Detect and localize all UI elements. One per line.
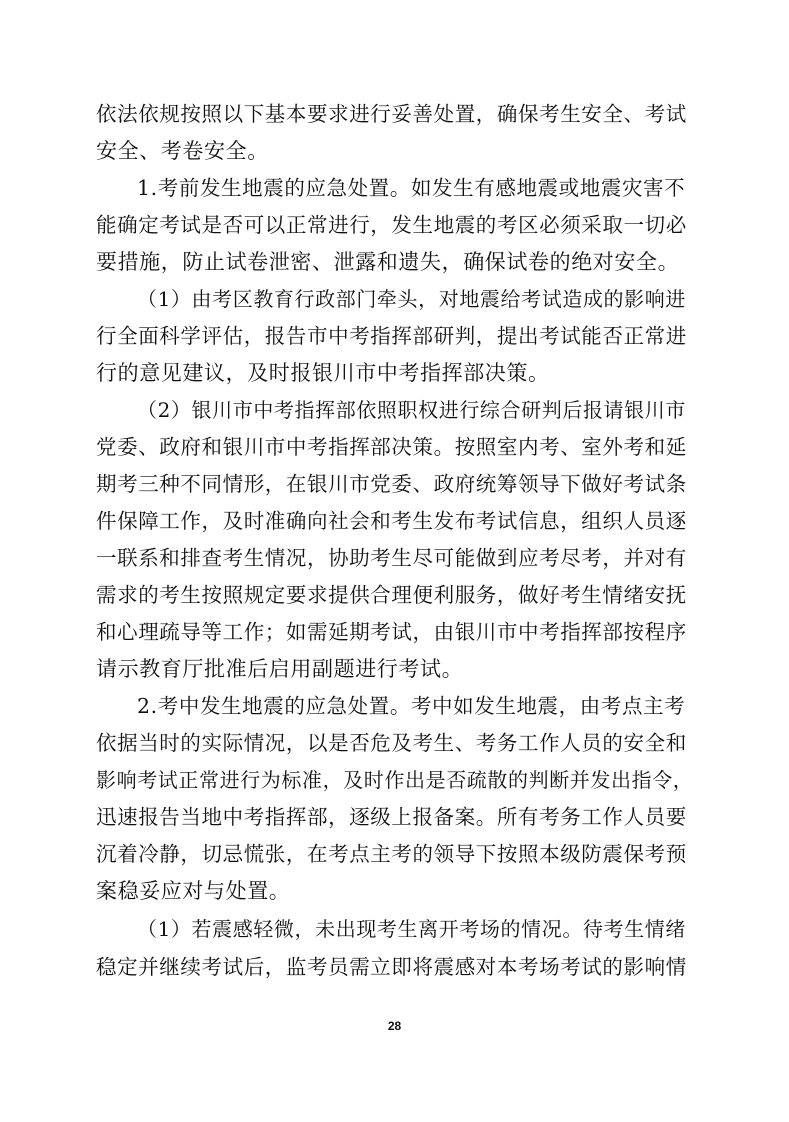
- text-line: 迅速报告当地中考指挥部，逐级上报备案。所有考务工作人员要: [96, 805, 687, 829]
- text-line: 一联系和排查考生情况，协助考生尽可能做到应考尽考，并对有: [96, 546, 687, 570]
- text-line: 要措施，防止试卷泄密、泄露和遗失，确保试卷的绝对安全。: [96, 250, 680, 274]
- text-line: 行的意见建议，及时报银川市中考指挥部决策。: [96, 361, 550, 385]
- text-line: 1.考前发生地震的应急处置。如发生有感地震或地震灾害不: [137, 176, 686, 200]
- text-line: 影响考试正常进行为标准，及时作出是否疏散的判断并发出指令，: [96, 768, 694, 792]
- text-line: 依据当时的实际情况，以是否危及考生、考务工作人员的安全和: [96, 731, 687, 755]
- text-line: 沉着冷静，切忌慌张，在考点主考的领导下按照本级防震保考预: [96, 842, 687, 866]
- text-line: 行全面科学评估，报告市中考指挥部研判，提出考试能否正常进: [96, 324, 687, 348]
- text-line: （1）若震感轻微，未出现考生离开考场的情况。待考生情绪: [137, 917, 686, 941]
- text-line: 期考三种不同情形，在银川市党委、政府统筹领导下做好考试条: [96, 472, 687, 496]
- text-line: 党委、政府和银川市中考指挥部决策。按照室内考、室外考和延: [96, 435, 687, 459]
- text-line: 依法依规按照以下基本要求进行妥善处置，确保考生安全、考试: [96, 102, 687, 126]
- text-line: 请示教育厅批准后启用副题进行考试。: [96, 657, 464, 681]
- text-line: 需求的考生按照规定要求提供合理便利服务，做好考生情绪安抚: [96, 583, 687, 607]
- text-line: 件保障工作，及时准确向社会和考生发布考试信息，组织人员逐: [96, 509, 687, 533]
- text-line: 稳定并继续考试后，监考员需立即将震感对本考场考试的影响情: [96, 955, 687, 979]
- text-line: 2.考中发生地震的应急处置。考中如发生地震，由考点主考: [137, 694, 686, 718]
- text-line: 能确定考试是否可以正常进行，发生地震的考区必须采取一切必: [96, 213, 687, 237]
- text-line: 安全、考卷安全。: [96, 139, 269, 163]
- text-line: 和心理疏导等工作；如需延期考试，由银川市中考指挥部按程序: [96, 620, 687, 644]
- page-number: 28: [387, 1019, 402, 1033]
- text-line: （2）银川市中考指挥部依照职权进行综合研判后报请银川市: [137, 398, 686, 422]
- text-line: 案稳妥应对与处置。: [96, 879, 291, 903]
- text-line: （1）由考区教育行政部门牵头，对地震给考试造成的影响进: [137, 287, 686, 311]
